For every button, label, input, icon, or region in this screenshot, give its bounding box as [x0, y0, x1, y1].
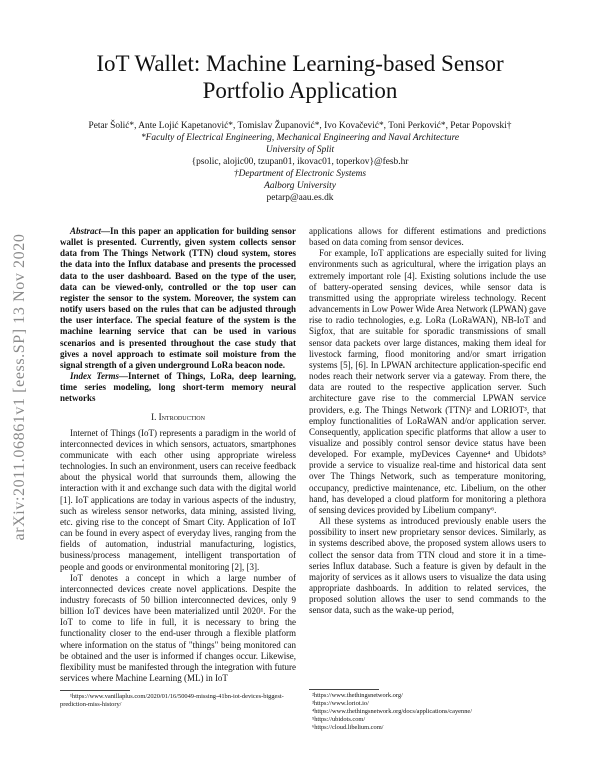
index-terms-text: —Internet of Things, LoRa, deep learning, time series modeling, long short-term memory neural networks [60, 371, 296, 404]
right-paragraph-1: For example, IoT applications are especially suited for living environments such as agricultural, where the irrigation plays an extremely important role [4]. Existing solutions include the use of battery-operated sensing devices, while sensor data is transmitted using the appropriate wireless technology. Recent advancements in Low Power Wide Area Network (LPWAN) gave rise to radio technologies, e.g. LoRa (LoRaWAN), NB-IoT and Sigfox, that are suitable for sporadic transmissions of small sensor data packets over large distances, making them ideal for livestock farming, flood monitoring and/or smart irrigation systems [5], [6]. In LPWAN architecture application-specific end nodes reach their network server via a gateway. From there, the data are routed to the respective application server. Such architecture gave rise to the commercial LPWAN service providers, e.g. The Things Network (TTN)² and LORIOT³, that employ functionalities of LoRaWAN and/or application server. Consequently, application specific platforms that allow a user to visualize and possibly control sensor device status have been developed. For example, myDevices Cayenne⁴ and Ubidots⁵ provide a service to visualize real-time and historical data sent over The Things Network, such as temperature monitoring, occupancy, predictive maintenance, etc. Libelium, on the other hand, has developed a cloud platform for monitoring a plethora of sensing devices provided by Libelium company⁶. [309, 248, 546, 515]
affiliation-1-email: {psolic, alojic00, tzupan01, ikovac01, toperkov}@fesb.hr [191, 157, 409, 167]
footnote-2: ²https://www.thethingsnetwork.org/ [312, 692, 403, 699]
right-column [309, 226, 546, 616]
index-terms-label: Index Terms [70, 371, 120, 382]
paper-title: IoT Wallet: Machine Learning-based Sensor Portfolio Application [96, 51, 504, 103]
footnote-6: ⁶https://cloud.libelium.com/ [312, 724, 384, 731]
abstract [60, 226, 296, 371]
right-paragraph-0: applications allows for different estimations and predictions based on data coming from sensor devices. [309, 226, 546, 248]
arxiv-watermark: arXiv:2011.06861v1 [eess.SP] 13 Nov 2020 [11, 233, 28, 541]
author-list: Petar Šolić*, Ante Lojić Kapetanović*, Tomislav Županović*, Ivo Kovačević*, Toni Perković*, Petar Popovski† [88, 121, 512, 131]
footnote-divider [60, 690, 130, 691]
abstract-label: Abstract [70, 226, 102, 236]
abstract-text: —In this paper an application for building sensor wallet is presented. Currently, given system collects sensor data from The Things Network (TTN) cloud system, stores the data into the Influx database and presents the processed data to the user dashboard. Based on the type of the user, data can be viewed-only, controlled or the top user can register the sensor to the system. Moreover, the system can notify users based on the rules that can be adjusted through the user interface. The special feature of the system is the machine learning service that can be used in various scenarios and is presented throughout the case study that gives a novel approach to estimate soil moisture from the signal strength of a given underground LoRa beacon node. [60, 226, 296, 370]
footnote-divider-right [309, 689, 379, 690]
affiliation-1: *Faculty of Electrical Engineering, Mechanical Engineering and Naval Architecture [140, 133, 460, 143]
left-column [60, 226, 296, 709]
section-heading-introduction: I. Introduction [151, 411, 205, 422]
intro-paragraph-1: Internet of Things (IoT) represents a paradigm in the world of interconnected devices in which sensors, actuators, smartphones communicate with each other using appropriate wireless technologies. In such an environment, users can receive feedback about the physical world that surrounds them, allowing the interaction with it and exchange such data with the digital world [1]. IoT applications are today in various aspects of the industry, such as wireless sensor networks, data mining, assisted living, etc. giving rise to the concept of Smart City. Application of IoT can be found in every aspect of everyday lives, ranging from the fields of automation, industrial manufacturing, logistics, business/process management, intelligent transportation of people and goods or environmental monitoring [2], [3]. [60, 427, 296, 572]
affiliation-2-university: Aalborg University [264, 181, 336, 191]
footnote-1: ¹https://www.vanillaplus.com/2020/01/16/50049-missing-41bn-iot-devices-biggest-prediction-miss-history/ [60, 693, 284, 709]
affiliation-2-email: petarp@aau.es.dk [266, 193, 334, 203]
footnote-4: ⁴https://www.thethingsnetwork.org/docs/applications/cayenne/ [312, 708, 473, 715]
right-paragraph-2: All these systems as introduced previously enable users the possibility to insert new proprietary sensor devices. Similarly, as in systems described above, the proposed system allows users to collect the sensor data from TTN cloud and store it in a time-series Influx database. Such a feature is given by default in the majority of services as it allows users to visualize the data using appropriate dashboards. In addition to related services, the proposed solution allows the user to send commands to the sensor data, such as the wake-up period, [309, 516, 546, 616]
affiliation-1-university: University of Split [265, 145, 335, 155]
right-footnotes [309, 683, 546, 732]
index-terms [60, 371, 296, 404]
footnote-3: ³https://www.loriot.io/ [312, 700, 369, 707]
intro-paragraph-2: IoT denotes a concept in which a large number of interconnected devices create novel applications. Despite the industry forecasts of 50 billion interconnected devices, only 9 billion IoT devices have been materialized until 2020¹. For the IoT to come to life in full, it is necessary to bring the functionality closer to the end-user through a flexible platform where information on the status of "things" being monitored can be obtained and the user is informed if changes occur. Likewise, flexibility must be manifested through the integration with future services where Machine Learning (ML) in IoT [60, 572, 296, 684]
affiliation-2: †Department of Electronic Systems [233, 169, 367, 179]
footnote-5: ⁵https://ubidots.com/ [312, 716, 366, 723]
author-block [30, 120, 570, 204]
